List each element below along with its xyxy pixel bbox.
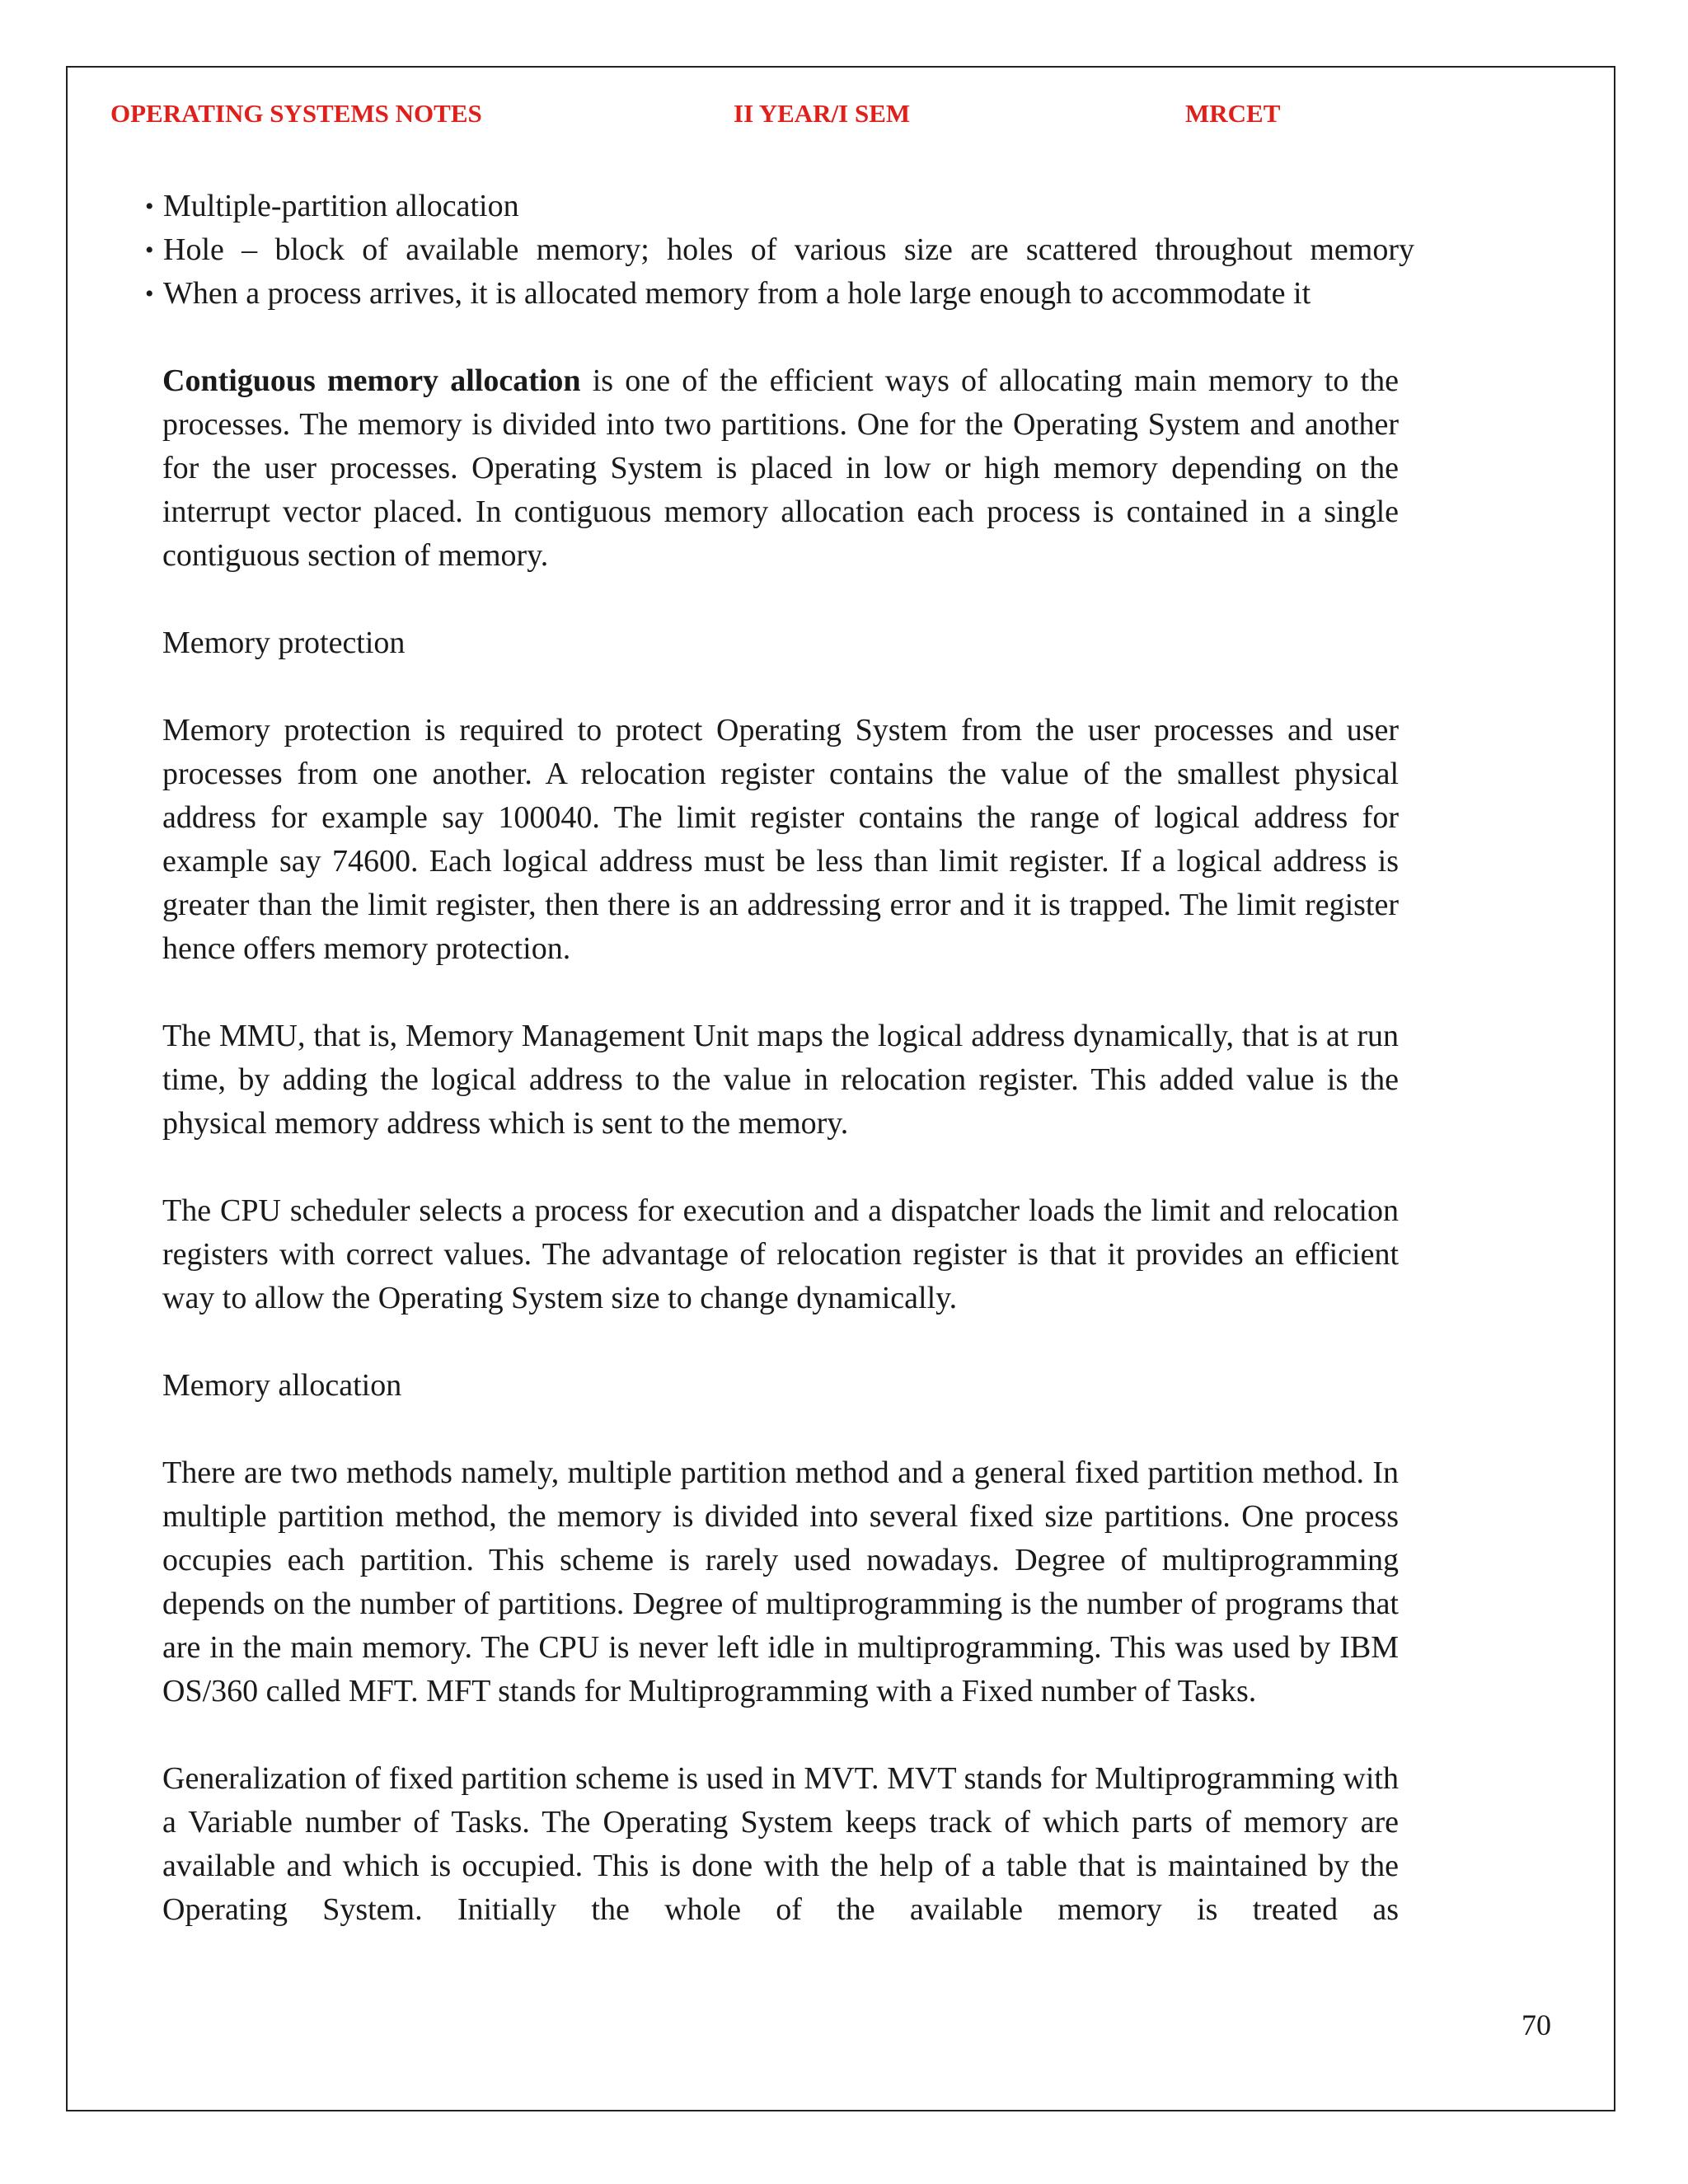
header-course-title: OPERATING SYSTEMS NOTES bbox=[110, 99, 482, 128]
bullet-text: Multiple-partition allocation bbox=[163, 189, 519, 223]
memory-protection-paragraph-2: The MMU, that is, Memory Management Unit maps the logical address dynamically, that is at run time, by adding the logical address to the value in relocation register. This added value is the physical memory address which is sent to the memory. bbox=[162, 1019, 1399, 1141]
memory-allocation-heading: Memory allocation bbox=[162, 1368, 402, 1403]
bullet-icon: • bbox=[145, 193, 154, 220]
page-number: 70 bbox=[1522, 2008, 1551, 2041]
list-item bbox=[145, 228, 1414, 272]
bullet-icon: • bbox=[145, 280, 154, 307]
bullet-list bbox=[145, 185, 1414, 316]
contiguous-term: Contiguous memory allocation bbox=[162, 363, 581, 398]
bullet-text: Hole – block of available memory; holes of various size are scattered throughout memory bbox=[163, 232, 1414, 267]
main-content bbox=[162, 359, 1399, 1975]
contiguous-text: is one of the efficient ways of allocating main memory to the processes. The memory is divided into two partitions. One for the Operating System and another for the user processes. Operating System is placed in low or high memory depending on the interrupt vector placed. In contiguous memory allocation each process is contained in a single contiguous section of memory. bbox=[162, 363, 1399, 573]
page-header bbox=[110, 99, 1314, 135]
header-year-sem: II YEAR/I SEM bbox=[734, 99, 911, 128]
contiguous-paragraph bbox=[162, 359, 1399, 578]
memory-allocation-paragraph-1: There are two methods namely, multiple partition method and a general fixed partition method. In multiple partition method, the memory is divided into several fixed size partitions. One process occupies each partition. This scheme is rarely used nowadays. Degree of multiprogramming depends on the number of partitions. Degree of multiprogramming is the number of programs that are in the main memory. The CPU is never left idle in multiprogramming. This was used by IBM OS/360 called MFT. MFT stands for Multiprogramming with a Fixed number of Tasks. bbox=[162, 1455, 1399, 1708]
list-item bbox=[145, 185, 1414, 228]
memory-protection-paragraph-3: The CPU scheduler selects a process for execution and a dispatcher loads the limit and relocation registers with correct values. The advantage of relocation register is that it provides an efficient way to allow the Operating System size to change dynamically. bbox=[162, 1193, 1399, 1315]
header-institution: MRCET bbox=[1185, 99, 1281, 128]
memory-protection-heading: Memory protection bbox=[162, 626, 406, 660]
bullet-icon: • bbox=[145, 237, 154, 264]
bullet-text: When a process arrives, it is allocated memory from a hole large enough to accommodate it bbox=[163, 276, 1311, 311]
memory-allocation-paragraph-2: Generalization of fixed partition scheme is used in MVT. MVT stands for Multiprogramming with a Variable number of Tasks. The Operating System keeps track of which parts of memory are available and which is occupied. This is done with the help of a table that is maintained by the Operating System. Initially the whole of the available memory is treated as bbox=[162, 1761, 1399, 1927]
list-item bbox=[145, 272, 1414, 316]
memory-protection-paragraph-1: Memory protection is required to protect Operating System from the user processes and user processes from one another. A relocation register contains the value of the smallest physical address for example say 100040. The limit register contains the range of logical address for example say 74600. Each logical address must be less than limit register. If a logical address is greater than the limit register, then there is an addressing error and it is trapped. The limit register hence offers memory protection. bbox=[162, 713, 1399, 966]
